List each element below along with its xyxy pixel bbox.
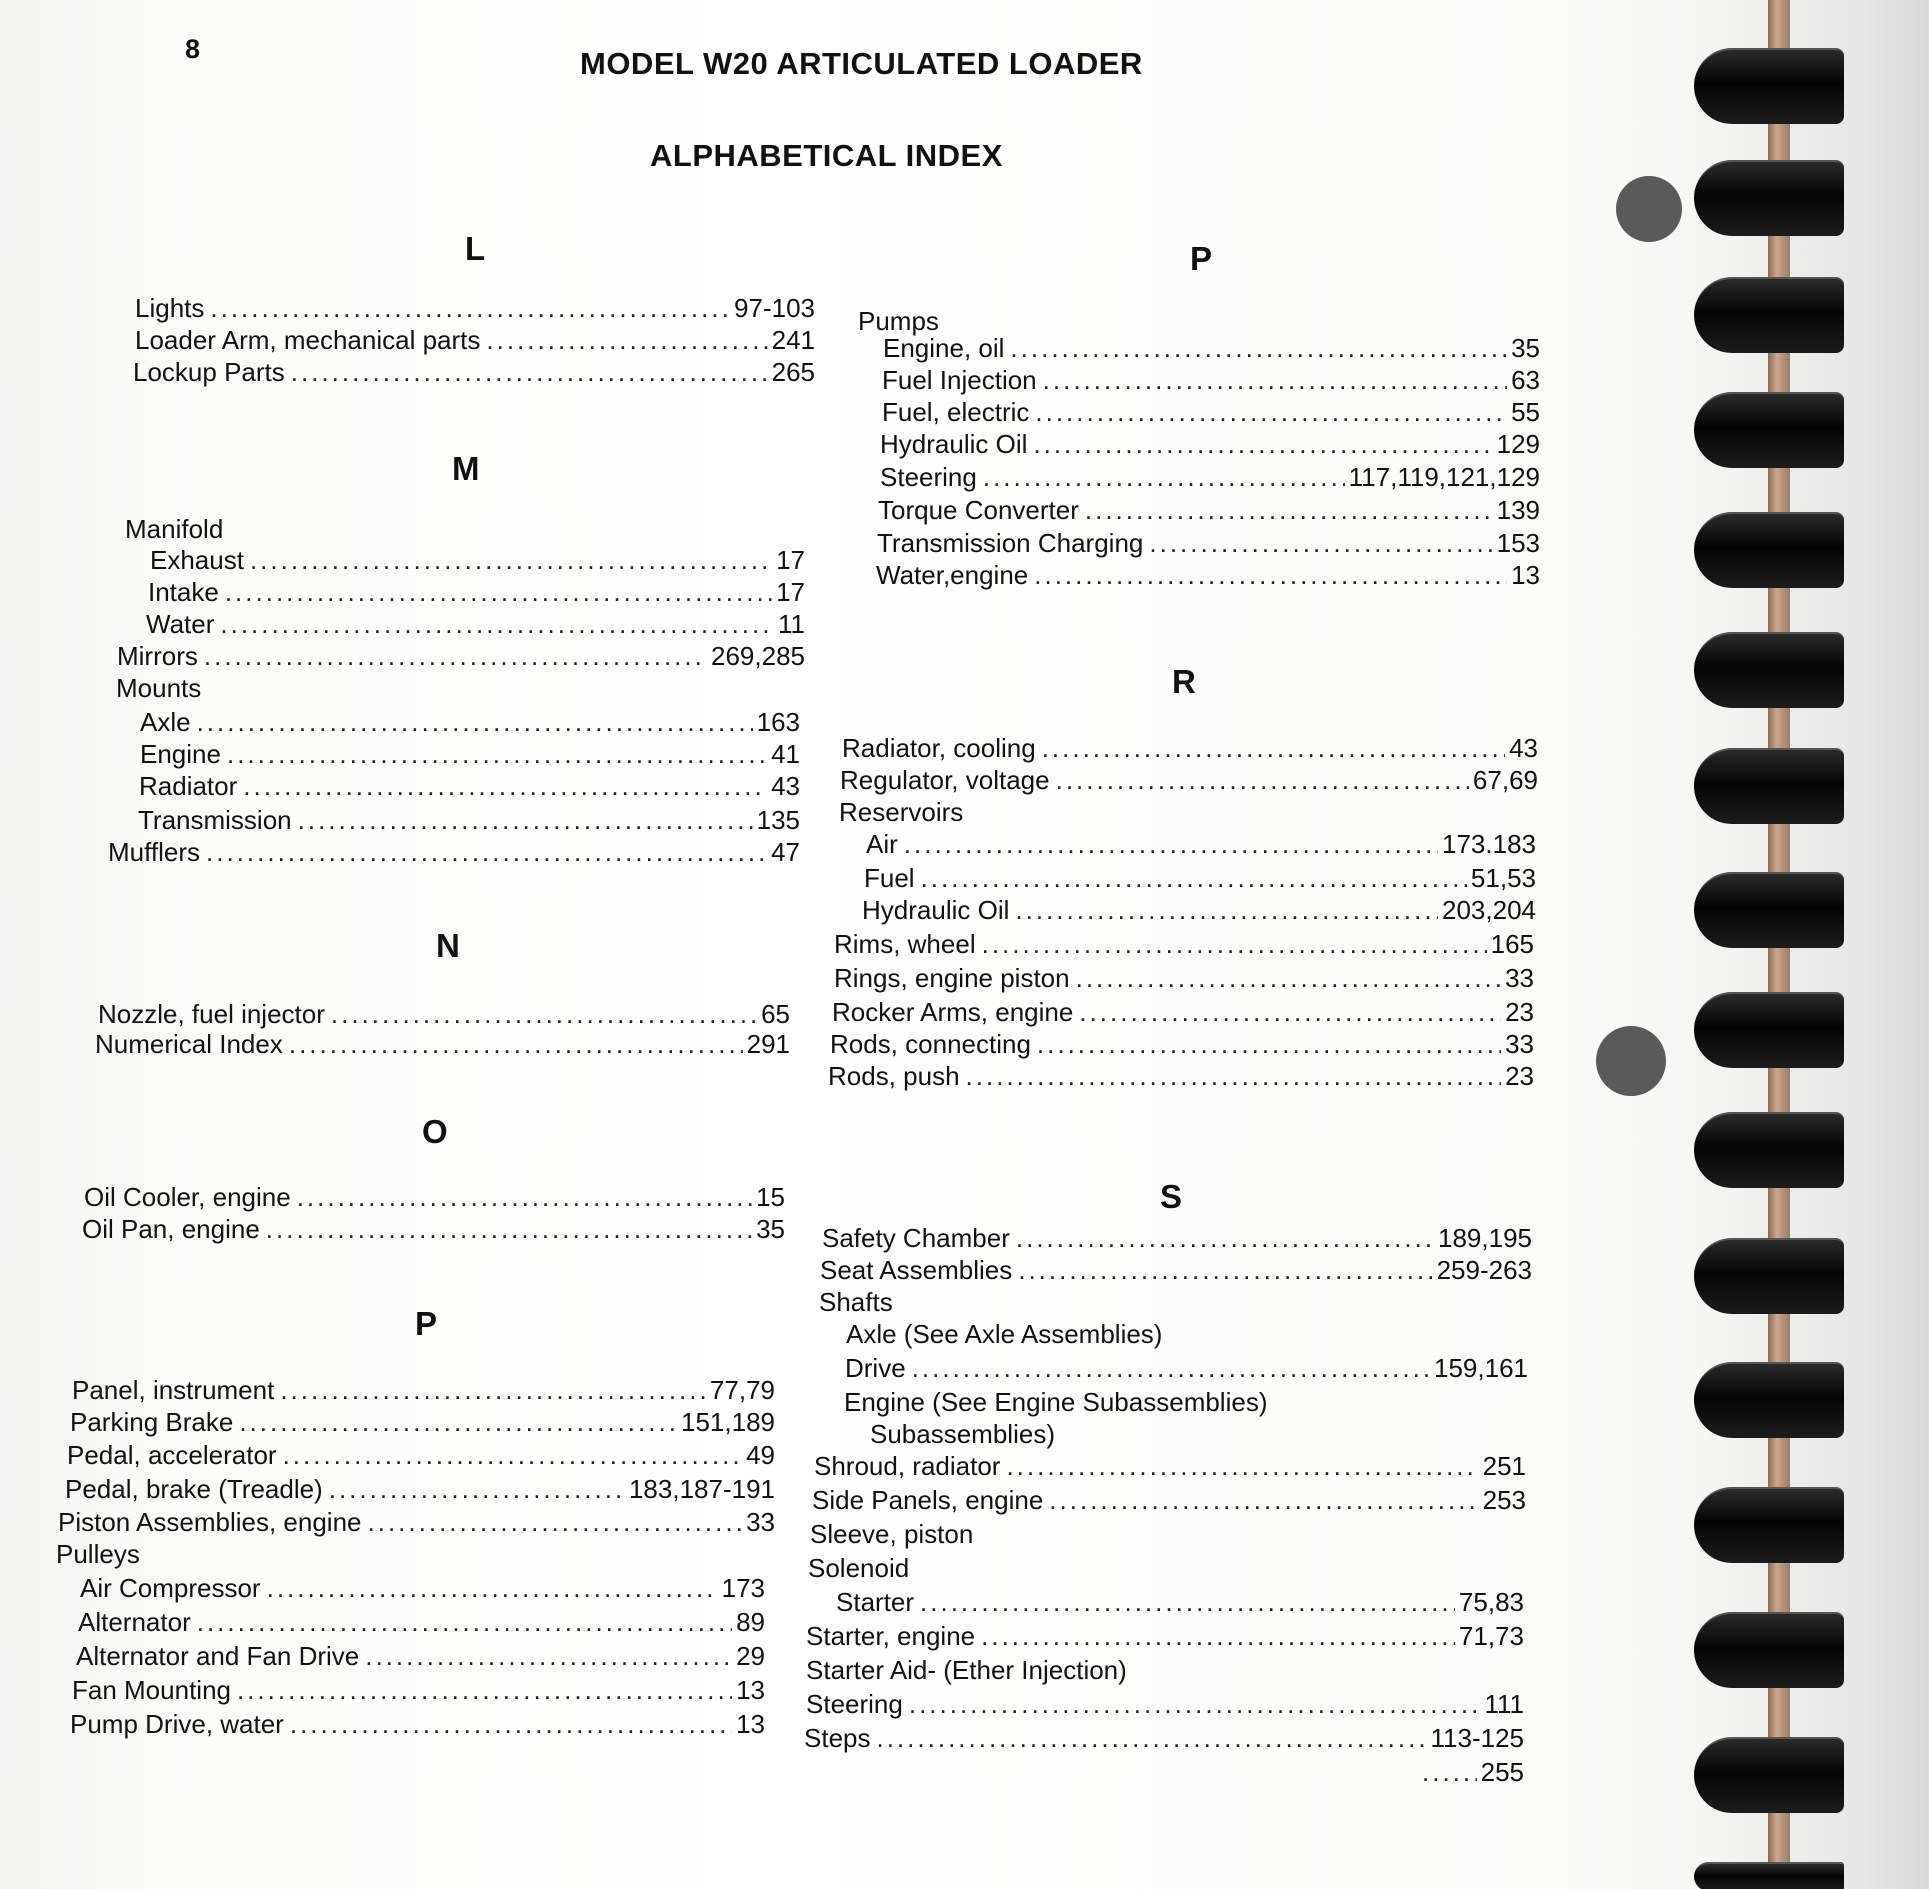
entry-label: Rocker Arms, engine <box>832 997 1074 1027</box>
leader-dots <box>267 1572 718 1604</box>
left-index-entry <box>135 292 815 324</box>
left-index-entry <box>65 1473 775 1505</box>
entry-label: Axle (See Axle Assemblies) <box>846 1319 1163 1349</box>
entry-page-ref: 29 <box>736 1641 765 1671</box>
leader-dots <box>1149 527 1492 559</box>
entry-label: Engine (See Engine Subassemblies) <box>844 1387 1268 1417</box>
entry-page-ref: 11 <box>778 609 805 639</box>
entry-page-ref: 13 <box>736 1675 765 1705</box>
binding-coil <box>1694 632 1844 708</box>
leader-dots <box>290 1708 732 1740</box>
entry-page-ref: 17 <box>776 545 805 575</box>
leader-dots <box>197 1606 732 1638</box>
right-index-entry <box>882 364 1540 396</box>
entry-label: Reservoirs <box>839 797 964 827</box>
right-index-entry <box>842 732 1538 764</box>
entry-label: Shroud, radiator <box>814 1451 1001 1481</box>
leader-dots <box>210 292 730 324</box>
entry-label: Steering <box>806 1689 903 1719</box>
entry-page-ref: 97-103 <box>734 293 815 323</box>
leader-dots <box>920 1586 1455 1618</box>
leader-dots <box>1035 396 1507 428</box>
entry-page-ref: 153 <box>1496 528 1540 558</box>
entry-page-ref: 159,161 <box>1434 1353 1528 1383</box>
left-index-entry <box>135 324 815 356</box>
entry-page-ref: 15 <box>756 1182 785 1212</box>
binding-coil <box>1694 160 1844 236</box>
leader-dots <box>365 1640 732 1672</box>
entry-label: Mounts <box>116 673 202 703</box>
leader-dots <box>289 1028 743 1060</box>
leader-dots <box>904 828 1438 860</box>
entry-page-ref: 63 <box>1511 365 1540 395</box>
right-index-entry <box>862 894 1536 926</box>
binding-coil <box>1694 1362 1844 1438</box>
entry-page-ref: 189,195 <box>1438 1223 1532 1253</box>
leader-dots <box>206 836 767 868</box>
leader-dots <box>204 640 707 672</box>
right-index-entry <box>806 1688 1524 1720</box>
entry-label: Torque Converter <box>878 495 1079 525</box>
left-index-entry <box>125 513 229 545</box>
entry-page-ref: 165 <box>1490 929 1534 959</box>
entry-page-ref: 89 <box>736 1607 765 1637</box>
left-index-entry <box>116 672 207 704</box>
right-index-entry <box>844 1386 1273 1418</box>
entry-label: Alternator and Fan Drive <box>76 1641 360 1671</box>
entry-label: Steps <box>804 1723 871 1753</box>
entry-label: Mufflers <box>108 837 200 867</box>
right-index-entry <box>834 928 1534 960</box>
left-index-entry <box>140 706 800 738</box>
entry-label: Rings, engine piston <box>834 963 1070 993</box>
entry-label: Starter Aid- (Ether Injection) <box>806 1655 1127 1685</box>
right-index-entry <box>806 1620 1524 1652</box>
leader-dots <box>243 770 767 802</box>
right-index-entry <box>839 796 969 828</box>
entry-page-ref: 163 <box>756 707 800 737</box>
section-letter-o: O <box>422 1113 448 1150</box>
section-letter-n: N <box>436 927 460 964</box>
left-index-entry <box>146 608 805 640</box>
right-index-entry <box>882 396 1540 428</box>
entry-page-ref: 117,119,121,129 <box>1348 462 1540 492</box>
entry-page-ref: 35 <box>756 1214 785 1244</box>
entry-page-ref: 255 <box>1480 1757 1524 1787</box>
entry-page-ref: 269,285 <box>711 641 805 671</box>
right-index-entry <box>834 962 1534 994</box>
entry-label: Exhaust <box>150 545 244 575</box>
right-index-entry <box>810 1518 1526 1550</box>
right-index-entry <box>846 1318 1168 1350</box>
punch-hole-top <box>1616 176 1682 242</box>
right-index-entry <box>880 428 1540 460</box>
right-index-entry <box>877 527 1540 559</box>
entry-label: Hydraulic Oil <box>862 895 1010 925</box>
entry-label: Lights <box>135 293 205 323</box>
binding-coil <box>1694 277 1844 353</box>
right-index-entry <box>812 1484 1526 1516</box>
entry-page-ref: 71,73 <box>1458 1621 1524 1651</box>
entry-page-ref: 17 <box>776 577 805 607</box>
entry-page-ref: 173 <box>721 1573 765 1603</box>
left-index-entry <box>56 1538 146 1570</box>
left-index-entry <box>80 1572 765 1604</box>
leader-dots <box>1033 428 1492 460</box>
leader-dots <box>1006 1450 1478 1482</box>
right-index-entry <box>828 1060 1534 1092</box>
leader-dots <box>1043 364 1507 396</box>
right-index-entry <box>870 1418 1061 1450</box>
entry-label: Mirrors <box>117 641 198 671</box>
leader-dots <box>250 544 772 576</box>
entry-label: Loader Arm, mechanical parts <box>135 325 481 355</box>
entry-label: Pulleys <box>56 1539 140 1569</box>
entry-page-ref: 129 <box>1496 429 1540 459</box>
entry-page-ref: 23 <box>1505 997 1534 1027</box>
entry-label: Manifold <box>125 514 224 544</box>
left-index-entry <box>140 738 800 770</box>
entry-label: Rods, push <box>828 1061 960 1091</box>
leader-dots <box>982 928 1487 960</box>
right-index-entry <box>845 1352 1528 1384</box>
entry-page-ref: 35 <box>1511 333 1540 363</box>
left-index-entry <box>70 1406 775 1438</box>
entry-page-ref: 75,83 <box>1458 1587 1524 1617</box>
entry-page-ref: 139 <box>1496 495 1540 525</box>
entry-page-ref: 265 <box>771 357 815 387</box>
entry-label: Shafts <box>819 1287 893 1317</box>
right-index-entry <box>804 1722 1524 1754</box>
binding-coil <box>1694 1487 1844 1563</box>
entry-label: Pump Drive, water <box>70 1709 284 1739</box>
entry-label: Hydraulic Oil <box>880 429 1028 459</box>
leader-dots <box>280 1374 706 1406</box>
entry-page-ref: 259-263 <box>1436 1255 1532 1285</box>
section-letter-m: M <box>452 450 480 487</box>
punch-hole-middle <box>1596 1026 1666 1096</box>
right-index-entry <box>822 1222 1532 1254</box>
entry-label: Oil Pan, engine <box>82 1214 260 1244</box>
entry-page-ref: 49 <box>746 1440 775 1470</box>
entry-page-ref: 13 <box>1511 560 1540 590</box>
entry-page-ref: 77,79 <box>709 1375 775 1405</box>
left-index-entry <box>78 1606 765 1638</box>
left-index-entry <box>138 804 800 836</box>
entry-label: Subassemblies) <box>870 1419 1055 1449</box>
entry-page-ref: 33 <box>1505 963 1534 993</box>
entry-page-ref: 173.183 <box>1442 829 1536 859</box>
entry-page-ref: 23 <box>1505 1061 1534 1091</box>
entry-label: Lockup Parts <box>133 357 285 387</box>
binding-coil <box>1694 748 1844 824</box>
entry-label: Water <box>146 609 215 639</box>
left-index-entry <box>84 1181 785 1213</box>
right-index-entry <box>808 1552 915 1584</box>
entry-label: Fuel <box>864 863 915 893</box>
entry-label: Transmission Charging <box>877 528 1144 558</box>
binding-coil <box>1694 1862 1844 1889</box>
entry-label: Nozzle, fuel injector <box>98 999 325 1029</box>
leader-dots <box>1015 894 1438 926</box>
leader-dots <box>283 1439 743 1471</box>
index-heading: ALPHABETICAL INDEX <box>650 138 1003 173</box>
entry-page-ref: 253 <box>1482 1485 1526 1515</box>
entry-page-ref: 43 <box>771 771 800 801</box>
leader-dots <box>981 1620 1455 1652</box>
right-index-entry <box>832 996 1534 1028</box>
entry-label: Sleeve, piston <box>810 1519 974 1549</box>
entry-label: Piston Assemblies, engine <box>58 1507 362 1537</box>
right-index-entry <box>883 332 1540 364</box>
entry-page-ref: 33 <box>746 1507 775 1537</box>
leader-dots <box>329 1473 625 1505</box>
entry-page-ref: 41 <box>771 739 800 769</box>
entry-label: Regulator, voltage <box>840 765 1050 795</box>
section-letter-p-right: P <box>1190 240 1213 277</box>
entry-label: Parking Brake <box>70 1407 234 1437</box>
binding-coil <box>1694 512 1844 588</box>
binding-coil <box>1694 1737 1844 1813</box>
right-index-entry <box>840 764 1538 796</box>
entry-page-ref: 203,204 <box>1442 895 1536 925</box>
right-index-entry <box>806 1654 1524 1686</box>
entry-label: Air <box>866 829 898 859</box>
left-index-entry <box>72 1374 775 1406</box>
entry-page-ref: 55 <box>1511 397 1540 427</box>
section-letter-p: P <box>415 1305 438 1342</box>
entry-label: Side Panels, engine <box>812 1485 1044 1515</box>
entry-page-ref: 151,189 <box>681 1407 775 1437</box>
entry-label: Starter, engine <box>806 1621 976 1651</box>
entry-label: Drive <box>845 1353 906 1383</box>
left-index-entry <box>139 770 800 802</box>
leader-dots <box>1034 559 1507 591</box>
left-index-entry <box>148 576 805 608</box>
entry-page-ref: 135 <box>756 805 800 835</box>
entry-page-ref: 43 <box>1509 733 1538 763</box>
left-index-entry <box>133 356 815 388</box>
leader-dots <box>1422 1756 1477 1788</box>
entry-page-ref: 251 <box>1482 1451 1526 1481</box>
right-index-entry <box>876 559 1540 591</box>
entry-label: Axle <box>140 707 191 737</box>
leader-dots <box>266 1213 752 1245</box>
leader-dots <box>1085 494 1493 526</box>
leader-dots <box>1042 732 1505 764</box>
entry-page-ref: 291 <box>746 1029 790 1059</box>
right-index-entry <box>864 862 1536 894</box>
leader-dots <box>225 576 772 608</box>
left-index-entry <box>108 836 800 868</box>
entry-label: Rods, connecting <box>830 1029 1031 1059</box>
leader-dots <box>1016 1222 1434 1254</box>
leader-dots <box>1037 1028 1501 1060</box>
leader-dots <box>220 608 774 640</box>
entry-label: Solenoid <box>808 1553 910 1583</box>
entry-label: Fan Mounting <box>72 1675 231 1705</box>
right-index-entry <box>836 1586 1524 1618</box>
page-number: 8 <box>185 34 201 64</box>
binding-coil <box>1694 1238 1844 1314</box>
section-letter-s: S <box>1160 1178 1183 1215</box>
entry-label: Safety Chamber <box>822 1223 1010 1253</box>
leader-dots <box>197 706 753 738</box>
entry-page-ref: 183,187-191 <box>628 1474 775 1504</box>
leader-dots <box>331 998 757 1030</box>
entry-page-ref: 65 <box>761 999 790 1029</box>
entry-label: Radiator <box>139 771 238 801</box>
entry-label: Pumps <box>858 306 939 336</box>
left-index-entry <box>82 1213 785 1245</box>
entry-label: Seat Assemblies <box>820 1255 1013 1285</box>
leader-dots <box>486 324 767 356</box>
left-index-entry <box>150 544 805 576</box>
entry-label: Alternator <box>78 1607 191 1637</box>
binding-coil <box>1694 1612 1844 1688</box>
binding-coil <box>1694 48 1844 124</box>
leader-dots <box>1049 1484 1478 1516</box>
right-index-entry <box>880 461 1540 493</box>
entry-page-ref: 113-125 <box>1430 1723 1524 1753</box>
left-index-entry <box>95 1028 790 1060</box>
leader-dots <box>1018 1254 1432 1286</box>
leader-dots <box>983 461 1345 493</box>
binding-coil <box>1694 872 1844 948</box>
right-index-entry <box>866 828 1536 860</box>
leader-dots <box>1079 996 1501 1028</box>
entry-label: Fuel Injection <box>882 365 1037 395</box>
right-index-entry <box>814 1450 1526 1482</box>
leader-dots <box>368 1506 743 1538</box>
leader-dots <box>909 1688 1481 1720</box>
entry-label: Transmission <box>138 805 292 835</box>
leader-dots <box>877 1722 1427 1754</box>
entry-label: Pedal, brake (Treadle) <box>65 1474 323 1504</box>
right-index-entry <box>878 494 1540 526</box>
leader-dots <box>1076 962 1501 994</box>
entry-page-ref: 241 <box>771 325 815 355</box>
entry-label: Starter <box>836 1587 915 1617</box>
entry-label: Water,engine <box>876 560 1029 590</box>
left-index-entry <box>72 1674 765 1706</box>
binding-coil <box>1694 992 1844 1068</box>
leader-dots <box>1056 764 1469 796</box>
entry-label: Panel, instrument <box>72 1375 275 1405</box>
leader-dots <box>298 804 753 836</box>
entry-label: Engine <box>140 739 221 769</box>
left-index-entry <box>70 1708 765 1740</box>
right-index-entry <box>819 1286 899 1318</box>
section-letter-r: R <box>1172 663 1196 700</box>
leader-dots <box>237 1674 732 1706</box>
leader-dots <box>1010 332 1507 364</box>
leader-dots <box>227 738 767 770</box>
entry-label: Intake <box>148 577 219 607</box>
leader-dots <box>912 1352 1430 1384</box>
entry-label: Pedal, accelerator <box>67 1440 277 1470</box>
leader-dots <box>239 1406 677 1438</box>
leader-dots <box>966 1060 1502 1092</box>
binding-coil <box>1694 1112 1844 1188</box>
left-index-entry <box>117 640 805 672</box>
binding-coil <box>1694 392 1844 468</box>
entry-page-ref: 51,53 <box>1470 863 1536 893</box>
entry-label: Radiator, cooling <box>842 733 1036 763</box>
entry-label: Oil Cooler, engine <box>84 1182 291 1212</box>
left-index-entry <box>58 1506 775 1538</box>
entry-page-ref: 33 <box>1505 1029 1534 1059</box>
leader-dots <box>297 1181 752 1213</box>
entry-label: Rims, wheel <box>834 929 976 959</box>
left-index-entry <box>98 998 790 1030</box>
right-index-entry <box>820 1254 1532 1286</box>
entry-page-ref: 13 <box>736 1709 765 1739</box>
leader-dots <box>921 862 1467 894</box>
entry-page-ref: 47 <box>771 837 800 867</box>
entry-page-ref: 67,69 <box>1472 765 1538 795</box>
right-index-entry <box>830 1028 1534 1060</box>
leader-dots <box>291 356 768 388</box>
entry-label: Numerical Index <box>95 1029 283 1059</box>
left-index-entry <box>67 1439 775 1471</box>
entry-label: Air Compressor <box>80 1573 261 1603</box>
page-title: MODEL W20 ARTICULATED LOADER <box>580 46 1143 81</box>
entry-label: Engine, oil <box>883 333 1005 363</box>
section-letter-l: L <box>465 230 486 267</box>
left-index-entry <box>76 1640 765 1672</box>
entry-label: Steering <box>880 462 977 492</box>
entry-page-ref: 111 <box>1484 1689 1524 1719</box>
right-index-entry <box>1416 1756 1524 1788</box>
entry-label: Fuel, electric <box>882 397 1030 427</box>
